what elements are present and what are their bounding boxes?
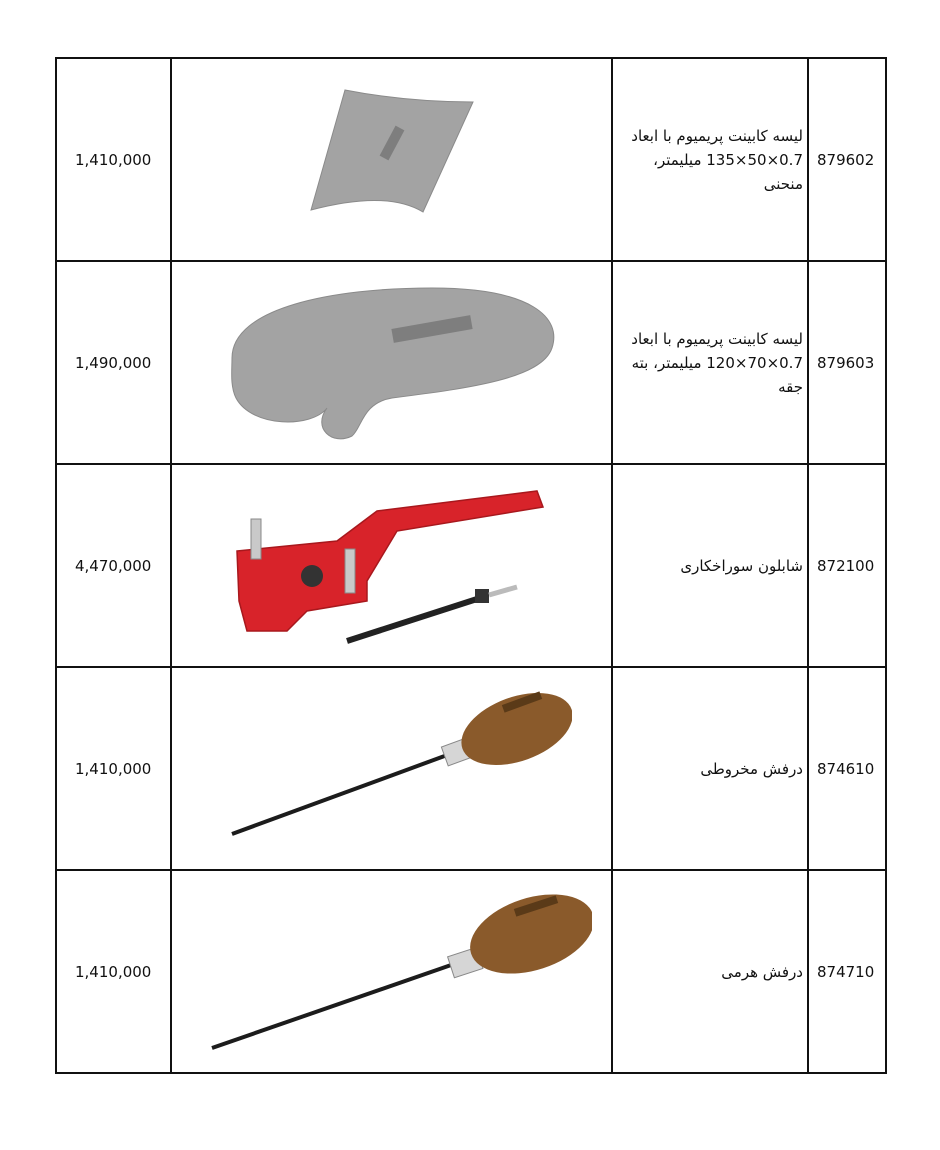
description-line: لیسه کابینت پریمیوم با ابعاد: [631, 329, 803, 348]
code-cell: 872100: [808, 464, 886, 667]
description-line: 0.7×50×135 میلیمتر، منحنی: [653, 150, 803, 193]
gooseneck-cabinet-scraper-icon: [212, 278, 572, 448]
conical-awl-icon: [212, 684, 572, 854]
code-cell: 879602: [808, 58, 886, 261]
description-cell: [612, 870, 808, 1073]
pyramid-awl-icon: [192, 882, 592, 1062]
price-cell: 1,490,000: [56, 261, 171, 464]
code-cell: 879603: [808, 261, 886, 464]
description-line: درفش هرمی: [721, 962, 803, 981]
product-image-cell: [171, 261, 612, 464]
description-line: لیسه کابینت پریمیوم با ابعاد: [631, 126, 803, 145]
table-row: [56, 870, 886, 1073]
description-cell: [612, 464, 808, 667]
code-cell: 874610: [808, 667, 886, 870]
curved-cabinet-scraper-icon: [277, 80, 507, 240]
description-cell: [612, 667, 808, 870]
price-cell: 4,470,000: [56, 464, 171, 667]
table-row: [56, 261, 886, 464]
description-line: درفش مخروطی: [700, 759, 803, 778]
description-line: شابلون سوراخکاری: [680, 556, 803, 575]
price-cell: 1,410,000: [56, 667, 171, 870]
code-cell: 874710: [808, 870, 886, 1073]
description-cell: [612, 58, 808, 261]
product-image-cell: [171, 870, 612, 1073]
description-cell: [612, 261, 808, 464]
table-row: [56, 58, 886, 261]
price-cell: 1,410,000: [56, 870, 171, 1073]
product-image-cell: [171, 464, 612, 667]
product-image-cell: [171, 58, 612, 261]
table-row: [56, 464, 886, 667]
product-image-cell: [171, 667, 612, 870]
price-cell: 1,410,000: [56, 58, 171, 261]
dowel-drilling-jig-icon: [227, 481, 557, 651]
price-list-table: [55, 57, 887, 1074]
table-row: [56, 667, 886, 870]
description-line: 0.7×70×120 میلیمتر، بته جقه: [631, 353, 803, 396]
